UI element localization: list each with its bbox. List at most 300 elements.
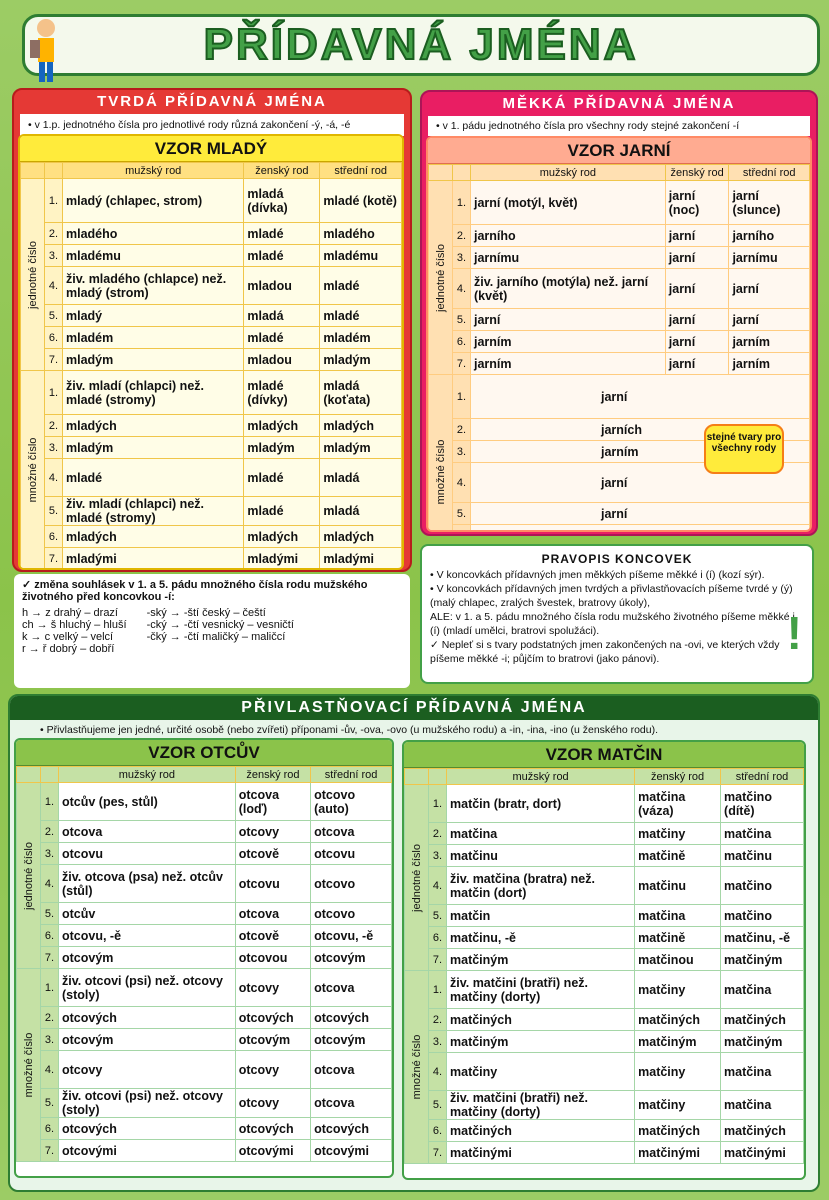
soft-change-note	[14, 574, 410, 688]
case-number: 1.	[453, 375, 471, 419]
table-cell: otcových	[311, 1118, 392, 1140]
corner-cell	[429, 769, 447, 785]
table-row	[429, 353, 810, 375]
table-cell: otcovo	[311, 903, 392, 925]
table-row	[405, 949, 804, 971]
case-number: 6.	[45, 327, 63, 349]
table-row	[429, 181, 810, 225]
col-header: střední rod	[320, 163, 402, 179]
table-cell: otcovými	[311, 1140, 392, 1162]
table-cell: matčinu	[635, 867, 721, 905]
number-label-text: množné číslo	[434, 439, 447, 504]
table-cell: otcova	[311, 1089, 392, 1118]
table-cell: mladá	[244, 305, 320, 327]
table-row	[21, 179, 402, 223]
table-row	[405, 823, 804, 845]
table-cell: jarní	[665, 331, 729, 353]
case-number: 4.	[429, 867, 447, 905]
table-cell: otcova	[311, 821, 392, 843]
corner-cell	[45, 163, 63, 179]
table-cell: jarní	[471, 463, 810, 503]
table-cell: mladému	[63, 245, 244, 267]
title-bar	[22, 14, 820, 76]
case-number: 3.	[453, 247, 471, 269]
number-label-pl	[17, 969, 41, 1162]
case-number: 2.	[45, 223, 63, 245]
vzor-matcin-title: VZOR MATČIN	[404, 742, 804, 768]
table-cell: matčinu, -ě	[447, 927, 635, 949]
table-cell: matčiným	[635, 1031, 721, 1053]
mlady-table	[20, 162, 402, 570]
table-cell: matčina	[635, 905, 721, 927]
table-cell: matčina (váza)	[635, 785, 721, 823]
table-cell: jarní (motýl, květ)	[471, 181, 666, 225]
table-cell: otcovy	[59, 1051, 236, 1089]
col-header: střední rod	[721, 769, 804, 785]
table-cell: otcovu	[235, 865, 310, 903]
table-cell: jarní	[665, 269, 729, 309]
table-cell: mladými	[244, 548, 320, 570]
table-row	[21, 267, 402, 305]
soft-row: -čký → -čtí maličký – maličcí	[146, 631, 286, 643]
table-cell: otcova	[311, 1051, 392, 1089]
table-cell: jarní	[471, 309, 666, 331]
table-row	[405, 845, 804, 867]
table-cell: mladý	[63, 305, 244, 327]
case-number: 5.	[45, 497, 63, 526]
table-row	[21, 415, 402, 437]
table-row	[405, 785, 804, 823]
case-number: 1.	[429, 785, 447, 823]
table-row	[17, 783, 392, 821]
table-row	[21, 371, 402, 415]
table-cell: mladým	[320, 437, 402, 459]
number-label-sg	[429, 181, 453, 375]
table-cell: matčino (dítě)	[721, 785, 804, 823]
table-row	[21, 245, 402, 267]
table-cell: otcovým	[235, 1029, 310, 1051]
table-row	[21, 305, 402, 327]
corner-cell	[429, 165, 453, 181]
table-cell: otcovy	[235, 1051, 310, 1089]
table-cell: mladou	[244, 267, 320, 305]
table-cell: živ. jarního (motýla) než. jarní (květ)	[471, 269, 666, 309]
case-number: 3.	[41, 1029, 59, 1051]
same-forms-banner: stejné tvary pro všechny rody	[704, 424, 784, 474]
table-cell: mladé	[320, 305, 402, 327]
table-cell: jarní	[665, 225, 729, 247]
otcuv-table	[16, 766, 392, 1162]
table-cell: jarním	[729, 331, 810, 353]
table-cell: otcovu	[59, 843, 236, 865]
table-row	[17, 925, 392, 947]
vzor-mlady-title: VZOR MLADÝ	[20, 136, 402, 162]
vzor-mlady-card	[18, 134, 404, 570]
table-cell: matčinu	[447, 845, 635, 867]
case-number: 5.	[41, 1089, 59, 1118]
case-number: 7.	[429, 949, 447, 971]
table-cell: otcovu, -ě	[59, 925, 236, 947]
table-cell: mladém	[320, 327, 402, 349]
table-cell: otcovo (auto)	[311, 783, 392, 821]
table-cell: otcova	[235, 903, 310, 925]
case-number: 7.	[453, 353, 471, 375]
col-header: mužský rod	[59, 767, 236, 783]
table-cell: matčino	[721, 867, 804, 905]
table-cell: mladých	[63, 526, 244, 548]
jarni-table	[428, 164, 810, 532]
table-cell: matčinými	[447, 1142, 635, 1164]
table-cell: jarní	[665, 309, 729, 331]
table-cell: mladými	[320, 548, 402, 570]
col-header: střední rod	[729, 165, 810, 181]
table-cell: jarního	[471, 225, 666, 247]
table-cell: matčin	[447, 905, 635, 927]
table-row	[17, 903, 392, 925]
table-cell: jarní	[471, 503, 810, 525]
table-cell: mladé	[244, 327, 320, 349]
table-cell: otcovu	[311, 843, 392, 865]
col-header: ženský rod	[244, 163, 320, 179]
table-cell: otcově	[235, 925, 310, 947]
table-cell: matčině	[635, 845, 721, 867]
case-number: 2.	[41, 821, 59, 843]
vzor-otcuv-card	[14, 738, 394, 1178]
table-row	[429, 375, 810, 419]
table-row	[405, 1031, 804, 1053]
table-cell: mladé	[244, 497, 320, 526]
number-label-text: množné číslo	[410, 1034, 423, 1100]
table-row	[405, 905, 804, 927]
case-number: 4.	[45, 459, 63, 497]
case-number: 1.	[453, 181, 471, 225]
table-cell: otcovým	[59, 947, 236, 969]
number-label-sg	[17, 783, 41, 969]
vzor-otcuv-title: VZOR OTCŮV	[16, 740, 392, 766]
tvrda-note: • v 1.p. jednotného čísla pro jednotlivé rody různá zakončení -ý, -á, -é	[20, 114, 404, 136]
table-row	[17, 947, 392, 969]
col-header: mužský rod	[447, 769, 635, 785]
table-cell: matčině	[635, 927, 721, 949]
pravopis-card	[420, 544, 814, 684]
table-row	[21, 526, 402, 548]
number-label-text: jednotné číslo	[26, 240, 39, 309]
table-row	[21, 327, 402, 349]
table-cell: otcovy	[235, 1089, 310, 1118]
table-cell: jarní	[471, 375, 810, 419]
soft-row: ch → š hluchý – hluší	[22, 619, 127, 631]
table-cell: mladým	[63, 349, 244, 371]
table-row	[17, 1051, 392, 1089]
soft-row: k → c velký – velcí	[22, 631, 114, 643]
case-number: 2.	[429, 1009, 447, 1031]
table-cell: mladý (chlapec, strom)	[63, 179, 244, 223]
case-number: 4.	[41, 865, 59, 903]
table-cell: matčino	[721, 905, 804, 927]
table-cell: mladá (dívka)	[244, 179, 320, 223]
table-cell: otcova (loď)	[235, 783, 310, 821]
number-label-pl	[405, 971, 429, 1164]
case-number: 2.	[453, 225, 471, 247]
case-number: 6.	[453, 331, 471, 353]
table-cell: otcových	[59, 1118, 236, 1140]
table-row	[405, 1091, 804, 1120]
matcin-table	[404, 768, 804, 1164]
col-header: ženský rod	[235, 767, 310, 783]
case-number: 7.	[41, 1140, 59, 1162]
table-cell: matčiny	[635, 1091, 721, 1120]
table-row	[405, 1009, 804, 1031]
table-cell: otcovými	[59, 1140, 236, 1162]
mekka-header: MĚKKÁ PŘÍDAVNÁ JMÉNA	[502, 95, 736, 112]
table-cell: mladou	[244, 349, 320, 371]
table-cell: jarním	[471, 353, 666, 375]
table-cell: jarním	[729, 353, 810, 375]
table-cell: jarní	[665, 353, 729, 375]
case-number: 4.	[45, 267, 63, 305]
table-cell: otcovou	[235, 947, 310, 969]
table-cell: otcovy	[235, 969, 310, 1007]
number-label-pl	[429, 375, 453, 533]
case-number: 3.	[429, 845, 447, 867]
table-cell: mladého	[320, 223, 402, 245]
boy-icon	[26, 16, 66, 88]
number-label-text: množné číslo	[22, 1032, 35, 1098]
table-cell: jarnímu	[729, 247, 810, 269]
case-number: 7.	[45, 349, 63, 371]
table-cell: mladém	[63, 327, 244, 349]
table-row	[17, 1007, 392, 1029]
table-row	[21, 548, 402, 570]
case-number: 6.	[429, 927, 447, 949]
number-label-text: množné číslo	[26, 437, 39, 503]
table-cell: mladé	[320, 267, 402, 305]
table-cell: mladých	[320, 526, 402, 548]
case-number: 2.	[429, 823, 447, 845]
table-cell: otcovo	[311, 865, 392, 903]
table-cell: otcovými	[235, 1140, 310, 1162]
table-cell: jarní	[729, 269, 810, 309]
corner-cell	[453, 165, 471, 181]
table-cell: mladým	[320, 349, 402, 371]
table-cell: matčiným	[447, 1031, 635, 1053]
tvrda-header: TVRDÁ PŘÍDAVNÁ JMÉNA	[97, 93, 327, 110]
table-cell: otcovým	[311, 1029, 392, 1051]
table-cell: matčinou	[635, 949, 721, 971]
case-number: 1.	[429, 971, 447, 1009]
col-header: ženský rod	[635, 769, 721, 785]
case-number: 6.	[41, 1118, 59, 1140]
privl-note: • Přivlastňujeme jen jedné, určité osobě (nebo zvířeti) příponami -ův, -ova, -ovo (u mužského rodu) a -in, -ina, -ino (u ženského rodu).	[40, 724, 659, 736]
table-cell: mladým	[244, 437, 320, 459]
table-row	[17, 843, 392, 865]
table-row	[17, 1029, 392, 1051]
case-number: 6.	[429, 1120, 447, 1142]
table-row	[21, 223, 402, 245]
soft-note-text: ✓ změna souhlásek v 1. a 5. pádu množného čísla rodu mužského životného před koncovkou -í:	[22, 579, 368, 603]
table-cell: matčinými	[635, 1142, 721, 1164]
table-cell: matčin (bratr, dort)	[447, 785, 635, 823]
table-cell: matčiny	[635, 823, 721, 845]
soft-row: h → z drahý – drazí	[22, 607, 118, 619]
pravopis-line: ALE: v 1. a 5. pádu množného čísla rodu mužského životného píšeme měkké i (í) (mladí umělci, bratrovi spolužáci).	[430, 611, 795, 637]
page-title: PŘÍDAVNÁ JMÉNA	[203, 20, 639, 69]
table-cell: mladých	[244, 415, 320, 437]
case-number: 3.	[45, 245, 63, 267]
vzor-jarni-title: VZOR JARNÍ	[428, 138, 810, 164]
table-row	[405, 927, 804, 949]
corner-cell	[17, 767, 41, 783]
case-number: 5.	[453, 309, 471, 331]
table-cell: otcových	[59, 1007, 236, 1029]
soft-row: r → ř dobrý – dobří	[22, 643, 115, 655]
case-number: 7.	[429, 1142, 447, 1164]
table-cell: matčinými	[721, 1142, 804, 1164]
table-cell: mladých	[244, 526, 320, 548]
table-cell: matčiných	[721, 1120, 804, 1142]
case-number: 4.	[453, 269, 471, 309]
case-number: 3.	[453, 441, 471, 463]
table-cell: jarní	[729, 309, 810, 331]
table-cell: otcových	[235, 1118, 310, 1140]
table-row	[429, 269, 810, 309]
table-cell: jarního	[729, 225, 810, 247]
table-cell: živ. mladého (chlapce) než. mladý (strom)	[63, 267, 244, 305]
number-label-text: jednotné číslo	[410, 843, 423, 912]
case-number: 7.	[45, 548, 63, 570]
case-number: 2.	[41, 1007, 59, 1029]
case-number: 5.	[453, 503, 471, 525]
corner-cell	[21, 163, 45, 179]
table-row	[429, 247, 810, 269]
table-cell: otcovým	[59, 1029, 236, 1051]
table-cell: otcově	[235, 843, 310, 865]
table-row	[405, 1120, 804, 1142]
table-cell: matčiných	[635, 1009, 721, 1031]
table-cell: matčina	[447, 823, 635, 845]
case-number: 7.	[41, 947, 59, 969]
case-number: 5.	[45, 305, 63, 327]
table-row	[17, 1140, 392, 1162]
vzor-matcin-card	[402, 740, 806, 1180]
case-number: 3.	[45, 437, 63, 459]
table-cell: matčiným	[721, 1031, 804, 1053]
table-cell: mladé	[244, 459, 320, 497]
table-row	[405, 867, 804, 905]
table-cell: živ. otcovi (psi) než. otcovy (stoly)	[59, 1089, 236, 1118]
table-cell: jarním	[471, 331, 666, 353]
case-number: 2.	[453, 419, 471, 441]
col-header: střední rod	[311, 767, 392, 783]
table-row	[405, 1142, 804, 1164]
table-cell: mladých	[63, 415, 244, 437]
table-cell: matčina	[721, 971, 804, 1009]
table-cell: mladé	[63, 459, 244, 497]
table-row	[429, 525, 810, 533]
table-cell: otcovy	[235, 821, 310, 843]
number-label-pl	[21, 371, 45, 570]
table-cell: jarní (noc)	[665, 181, 729, 225]
table-cell: matčinu, -ě	[721, 927, 804, 949]
table-row	[405, 1053, 804, 1091]
number-label-text: jednotné číslo	[22, 841, 35, 910]
pravopis-title: PRAVOPIS KONCOVEK	[541, 552, 693, 566]
table-row	[429, 309, 810, 331]
table-cell: mladé (dívky)	[244, 371, 320, 415]
case-number: 4.	[41, 1051, 59, 1089]
privl-header: PŘIVLASTŇOVACÍ PŘÍDAVNÁ JMÉNA	[10, 696, 818, 720]
number-label-text: jednotné číslo	[434, 243, 447, 312]
table-row	[429, 331, 810, 353]
table-cell: živ. matčini (bratři) než. matčiny (dorty)	[447, 971, 635, 1009]
number-label-sg	[21, 179, 45, 371]
table-cell: matčiným	[721, 949, 804, 971]
case-number: 6.	[45, 526, 63, 548]
table-cell: matčiných	[447, 1120, 635, 1142]
table-cell: otcova	[311, 969, 392, 1007]
col-header: ženský rod	[665, 165, 729, 181]
table-cell: otcovým	[311, 947, 392, 969]
soft-row: -cký → -čtí vesnický – vesničtí	[146, 619, 294, 631]
pravopis-line: ✓ Nepleť si s tvary podstatných jmen zakončených na -ovi, ve kterých vždy píšeme měkké -i; půjčím to bratrovi (jako pánovi).	[430, 639, 780, 665]
table-cell: živ. mladí (chlapci) než. mladé (stromy)	[63, 371, 244, 415]
table-cell: mladému	[320, 245, 402, 267]
table-cell: mladého	[63, 223, 244, 245]
case-number: 6.	[41, 925, 59, 947]
pravopis-line: • V koncovkách přídavných jmen tvrdých a přivlastňovacích píšeme tvrdé y (ý) (malý chlapec, zralých švestek, bratrovy úkoly),	[430, 583, 793, 609]
table-row	[21, 459, 402, 497]
table-row	[405, 971, 804, 1009]
exclamation-icon: !	[786, 607, 802, 659]
case-number: 3.	[429, 1031, 447, 1053]
col-header: mužský rod	[471, 165, 666, 181]
table-cell: mladá	[320, 497, 402, 526]
case-number: 3.	[41, 843, 59, 865]
table-cell: matčiny	[635, 1053, 721, 1091]
table-cell: mladými	[63, 548, 244, 570]
table-row	[21, 497, 402, 526]
table-cell: matčinu	[721, 845, 804, 867]
table-cell: mladé (kotě)	[320, 179, 402, 223]
table-cell: otcových	[235, 1007, 310, 1029]
table-cell: jarním	[471, 441, 810, 463]
case-number: 5.	[429, 905, 447, 927]
corner-cell	[41, 767, 59, 783]
table-cell: mladá	[320, 459, 402, 497]
table-cell: živ. otcovi (psi) než. otcovy (stoly)	[59, 969, 236, 1007]
table-cell: matčiných	[721, 1009, 804, 1031]
case-number: 4.	[429, 1053, 447, 1091]
case-number: 2.	[45, 415, 63, 437]
case-number: 4.	[453, 463, 471, 503]
table-row	[429, 503, 810, 525]
table-cell: matčina	[721, 823, 804, 845]
pravopis-line: • V koncovkách přídavných jmen měkkých píšeme měkké i (í) (kozí sýr).	[430, 569, 765, 581]
table-cell: otcova	[59, 821, 236, 843]
number-label-sg	[405, 785, 429, 971]
table-cell: mladé	[244, 245, 320, 267]
table-cell: otcův	[59, 903, 236, 925]
table-cell: matčiny	[635, 971, 721, 1009]
table-cell	[471, 525, 810, 533]
table-row	[17, 1089, 392, 1118]
table-cell: matčiných	[635, 1120, 721, 1142]
table-cell: matčiným	[447, 949, 635, 971]
table-cell: matčiny	[447, 1053, 635, 1091]
table-row	[21, 437, 402, 459]
table-cell: jarních	[471, 419, 810, 441]
table-cell: jarní	[665, 247, 729, 269]
